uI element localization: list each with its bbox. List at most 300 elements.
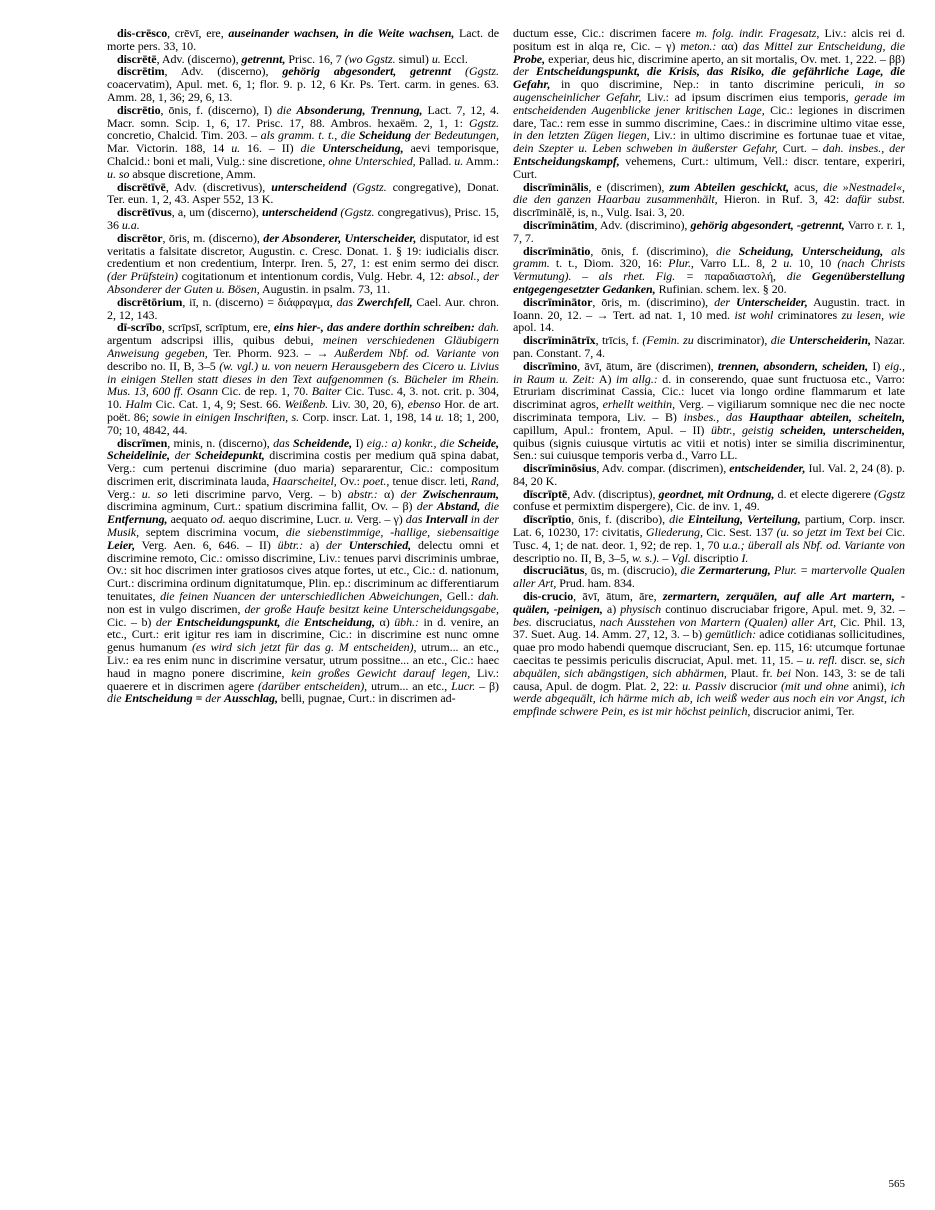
annotation-text: (Ggstz.	[465, 64, 499, 79]
annotation-text: I.	[741, 550, 749, 565]
dictionary-entry	[513, 360, 905, 462]
citation-text: a)	[303, 537, 326, 552]
annotation-text: die	[716, 243, 739, 258]
annotation-text: (darüber entscheiden),	[257, 678, 368, 693]
headword: discrētē	[117, 51, 157, 66]
gloss-text: Scheidung, Unterscheidung,	[738, 243, 884, 258]
gloss-text: Scheidepunkt,	[195, 448, 265, 463]
citation-text: discr. se,	[837, 653, 886, 668]
dictionary-entry	[107, 104, 499, 181]
citation-text: criminatores	[773, 307, 842, 322]
citation-text: adice cotidianas sollicitudines, quae pro modo habendi quemque discruciant, Sen. ep. 115, 16: utcumque fortunae caecitas te pessimis periculis discruciat, Apul. met. 11, 15. –	[513, 627, 905, 668]
headword: discrīminātim	[523, 217, 595, 232]
gloss-text: unterscheidend	[261, 205, 338, 220]
annotation-text: in so augenscheinlicher Gefahr,	[513, 77, 905, 104]
citation-text: aequato	[167, 512, 211, 527]
annotation-text: die	[107, 691, 125, 706]
citation-text: Verg.:	[107, 486, 142, 501]
citation-text: Lact. 7, 12, 4. Macr. somn. Scip. 1, 6, 17. Prisc. 17, 88. Ambros. hexaëm. 2, 1, 1:	[107, 102, 499, 130]
annotation-text: meinen verschiedenen Gläubigern Anweisung gegeben,	[107, 333, 499, 360]
dictionary-entry	[107, 206, 499, 232]
citation-text: discrimina agminum, Curt.: spatium discrimina fallit, Ov. – β)	[107, 499, 417, 514]
annotation-text: als gramm. t. t., die	[260, 128, 359, 143]
citation-text: argentum adscripsi illis, quibus debui,	[107, 333, 323, 348]
annotation-text: übh.:	[394, 614, 419, 629]
annotation-text: bes.	[513, 614, 532, 629]
citation-text: Ov.:	[336, 473, 363, 488]
annotation-text: der	[416, 499, 437, 514]
dictionary-entry	[513, 488, 905, 514]
citation-text: ductum esse, Cic.: discrimen facere	[513, 27, 696, 40]
citation-text: , scrīpsī, scrīptum, ere,	[161, 320, 274, 335]
citation-text: Corp. inscr. Lat. 1, 198, 14	[299, 409, 436, 424]
gloss-text: Entfernung,	[107, 512, 168, 527]
headword: dis-crēsco	[117, 27, 168, 40]
citation-text: Cic. Cat. 1, 4, 9; Sest. 66.	[151, 397, 285, 412]
annotation-text: die	[680, 563, 699, 578]
annotation-text: dah.	[478, 320, 499, 335]
citation-text: α)	[374, 614, 395, 629]
citation-text: Varro LL. 8, 2	[693, 256, 784, 271]
headword: dīscrīptio	[523, 512, 572, 527]
annotation-text: die	[786, 269, 812, 284]
annotation-text: sowie in einigen Inschriften, s.	[152, 409, 300, 424]
annotation-text: Außerdem Nbf. od. Variante von	[334, 345, 499, 360]
citation-text: aequo discrimine, Lucr.	[225, 512, 345, 527]
gloss-text: zum Abteilen geschickt,	[669, 179, 789, 194]
citation-text: Eccl.	[440, 51, 468, 66]
annotation-text: u.a.; überall als Nbf. od. Variante von	[722, 537, 905, 552]
annotation-text: Weißenb.	[284, 397, 329, 412]
dictionary-entry	[513, 334, 905, 360]
annotation-text: (der Prüfstein)	[107, 269, 178, 284]
citation-text: Curt. –	[777, 141, 823, 156]
annotation-text: u. refl.	[806, 653, 838, 668]
annotation-text: u. so	[107, 166, 130, 181]
gloss-text: Absonderung, Trennung,	[296, 102, 423, 117]
citation-text: discrucior	[725, 678, 782, 693]
citation-text: , ōris, m. (discrimino),	[592, 294, 715, 309]
citation-text: , Adv. (discriptus),	[567, 486, 659, 501]
dictionary-entry	[513, 564, 905, 590]
annotation-text: (Ggstz	[873, 486, 905, 501]
citation-text: , ūs, m. (discrucio),	[584, 563, 681, 578]
gloss-text: Abstand,	[436, 499, 481, 514]
annotation-text: ebenso	[407, 397, 441, 412]
citation-text: , āvī, ātum, āre,	[573, 589, 663, 604]
citation-text: α)	[377, 486, 401, 501]
annotation-text: die	[300, 141, 322, 156]
citation-text: , iī, n. (discerno) = διάφραγμα,	[182, 294, 337, 309]
headword: discrīminātor	[523, 294, 593, 309]
citation-text: , ōnis, f. (discerno), I)	[160, 102, 277, 117]
citation-text: disputator, id est veritatis a falsitate discretor, Augustin. c. Cresc. Donat. 1. § 19: iudicialis discr. credentium et non credentium, Interpr. Iren. 5, 27, 1: est enim sermo dei discr.	[107, 230, 499, 271]
annotation-text: physisch	[620, 601, 662, 616]
annotation-text: dah. insbes., der	[822, 141, 905, 156]
citation-text: 10, 10	[792, 256, 838, 271]
annotation-text: Haarscheitel,	[272, 473, 337, 488]
annotation-text: (u. so jetzt im Text bei	[776, 525, 883, 540]
gloss-text: Scheide, Scheidelinie,	[107, 435, 499, 463]
citation-text: παραδιαστολή,	[693, 269, 787, 284]
annotation-text: Plur.,	[668, 256, 694, 271]
citation-text: discriminator),	[693, 333, 771, 348]
citation-text: Iul. Val. 2, 24 (8). p. 84, 20 K.	[513, 461, 905, 488]
dictionary-entry	[513, 296, 905, 334]
citation-text: d. et electe digerere	[774, 486, 874, 501]
gloss-text: scheiden, unterscheiden,	[780, 422, 905, 437]
annotation-text: insbes., das	[683, 409, 750, 424]
annotation-text: u.	[431, 51, 441, 66]
annotation-text: bei	[776, 665, 792, 680]
annotation-text: die	[480, 499, 499, 514]
gloss-text: Unterscheider,	[736, 294, 808, 309]
citation-text: utrum... an etc.,	[367, 678, 452, 693]
annotation-text: (w. vgl.) u. von neuern Herausgebern des Cicero u. Livius in einigen Stellen statt dieses in den Text aufgenommen (s. Bücheler im Rhein. Mus. 13, 600 ff. Osann	[107, 358, 499, 399]
citation-text: , a, um (discerno),	[171, 205, 262, 220]
annotation-text: übtr.:	[277, 537, 304, 552]
gloss-text: Entscheidungskampf,	[513, 153, 620, 168]
annotation-text: martervolle Qualen aller Art,	[513, 563, 905, 591]
gloss-text: Zwischenraum,	[422, 486, 499, 501]
citation-text: Hieron. in Ruf. 3, 42:	[717, 192, 846, 207]
citation-text: Ter. Phorm. 923. – →	[207, 345, 335, 360]
right-column	[513, 27, 905, 1169]
annotation-text: poet.,	[362, 473, 390, 488]
citation-text: Prisc. 16, 7	[285, 51, 345, 66]
annotation-text: Lucr.	[451, 678, 476, 693]
citation-text: Cic. Tusc. 4, 1; de nat. deor. 1, 92; de rep. 1, 70	[513, 525, 905, 552]
citation-text: congregative), Donat. Ter. eun. 1, 2, 43. Asper 552, 13 K.	[107, 179, 499, 207]
citation-text: d. in conserendo, quae sunt fructuosa etc., Varro: Etruriam discriminat Cassia, Cic.: lucet via longo ordine flammarum et late discriminat agros,	[513, 371, 905, 412]
citation-text: concretio, Chalcid. Tim. 203. –	[107, 128, 261, 143]
gloss-text: gehörig abgesondert, getrennt	[282, 64, 452, 79]
annotation-text: u.	[344, 512, 354, 527]
citation-text: I)	[868, 358, 885, 373]
headword: dī-scrībo	[117, 320, 162, 335]
citation-text: Verg. – vigiliarum somnique nec die nec nocte discriminata tempora, Liv. – B)	[513, 397, 905, 424]
citation-text: A)	[594, 371, 616, 386]
citation-text: Liv.: quaerere et in discrimen agere	[107, 665, 499, 693]
annotation-text: das	[273, 435, 293, 450]
annotation-text: ich werde abgequält, ich härme mich ab, ich weiß weder aus noch ein vor Angst, ich empfinde schwere Pein, es ist mir höchst peinlich,	[513, 678, 905, 719]
annotation-text: eig., in Raum u. Zeit:	[513, 358, 905, 386]
citation-text: Mar. Victorin. 188, 14	[107, 141, 232, 156]
headword: discrētim	[117, 64, 165, 79]
citation-text: belli, pugnae, Curt.: in discrimen ad-	[277, 691, 456, 706]
annotation-text: meton.:	[680, 38, 717, 53]
gloss-text: trennen, absondern, scheiden,	[717, 358, 869, 373]
dictionary-entry	[107, 321, 499, 436]
annotation-text: Gliederung,	[645, 525, 703, 540]
citation-text: Cic. Phil. 13, 37. Suet. Aug. 14. Amm. 27, 12, 3. – b)	[513, 614, 905, 642]
annotation-text: in den letzten Zügen liegen,	[513, 128, 650, 143]
annotation-text: eig.: a) konkr., die	[366, 435, 458, 450]
citation-text: experiar, deus hic, discrimine aperto, an sit mortalis, Ov. met. 1, 222. – ββ)	[545, 51, 905, 66]
annotation-text: Rand,	[470, 473, 499, 488]
citation-text: , Adv. (discerno),	[164, 64, 283, 79]
dictionary-entry	[107, 437, 499, 706]
citation-text: – β)	[475, 678, 499, 693]
citation-text: descriptio no. II, B, 3–5,	[513, 550, 632, 565]
annotation-text: dafür subst.	[845, 192, 905, 207]
citation-text: , Adv. (discrimino),	[594, 217, 691, 232]
citation-text: Nazar. pan. Constant. 7, 4.	[513, 333, 905, 360]
citation-text: in quo discrimine, Nep.: in tanto discrimine periculi,	[550, 77, 875, 92]
annotation-text: im allg.:	[615, 371, 658, 386]
annotation-text: absol., der Absonderer der Guten u. Bösen,	[107, 269, 499, 296]
annotation-text: Halm	[125, 397, 152, 412]
headword: dis-crucio	[523, 589, 574, 604]
annotation-text: die	[280, 614, 304, 629]
citation-text: αα)	[716, 38, 743, 53]
annotation-text: die siebenstimmige, -hallige, siebensaitige	[285, 525, 499, 540]
annotation-text: (Ggstz.	[352, 179, 387, 194]
headword: discrētor	[117, 230, 163, 245]
annotation-text: übtr.,	[710, 422, 736, 437]
text-block	[107, 27, 905, 1169]
annotation-text: nach Ausstehen von Martern (Qualen) aller Art,	[599, 614, 837, 629]
citation-text: discruciatus,	[531, 614, 600, 629]
citation-text: discrimina costis per medium quā spina dabat, Verg.: cum pertenui discrimine (duo maria) separarentur, Cic.: compositum discrimen erit, discriminata lauda,	[107, 448, 499, 488]
gloss-text: Entscheidungspunkt,	[176, 614, 281, 629]
annotation-text: u.	[454, 153, 464, 168]
annotation-text: der	[205, 691, 225, 706]
citation-text: partium, Corp. inscr. Lat. 6, 10230, 17: civitatis,	[513, 512, 905, 540]
citation-text: utrum... an etc., Liv.: ea res enim nunc in discrimine versatur, utrum possitne... an etc., Cic.: haec haud in magno ponere discrimine,	[107, 640, 499, 680]
annotation-text: sich abquälen, sich abängstigen, sich abhärmen,	[513, 653, 905, 680]
annotation-text: das Mittel zur Entscheidung, die	[742, 38, 905, 53]
gloss-text: Haupthaar abteilen, scheiteln,	[749, 409, 905, 424]
gloss-text: Einteilung, Verteilung,	[687, 512, 801, 527]
annotation-text: erhellt weithin,	[602, 397, 676, 412]
headword: dīscrīptē	[523, 486, 568, 501]
dictionary-entry	[107, 181, 499, 207]
citation-text: Varro r. r. 1, 7, 7.	[513, 217, 905, 245]
citation-text: Verg. Aen. 6, 646. – II)	[135, 537, 278, 552]
gloss-text: Entscheidung,	[303, 614, 375, 629]
annotation-text: u.	[231, 141, 241, 156]
citation-text: aevi temporisque, Chalcid.: boni et mali, Vulg.: sine discretione,	[107, 141, 499, 168]
citation-text: continuo discruciabar frigore, Apul. met. 9, 32. –	[661, 601, 905, 616]
citation-text: discrīminālĕ, is, n., Vulg. Isai. 3, 20.	[513, 205, 685, 220]
citation-text: discriptio	[690, 550, 742, 565]
gloss-text: Gegenüberstellung entgegengesetzter Gedanken,	[513, 269, 905, 296]
citation-text: Augustin. tract. in Ioann. 20, 12. – → Tert. ad nat. 1, 10 med.	[513, 294, 905, 322]
citation-text: Rufinian. schem. lex. § 20.	[655, 281, 787, 296]
annotation-text: geistig	[735, 422, 781, 437]
gloss-text: Scheidung	[358, 128, 412, 143]
annotation-text: der	[400, 486, 423, 501]
citation-text: tenue discr. leti,	[389, 473, 471, 488]
annotation-text: der	[155, 614, 177, 629]
citation-text: vehemens, Curt.: ultimum, Vell.: discr. tentare, experiri, Curt.	[513, 153, 905, 181]
annotation-text: als gramm.	[513, 243, 905, 271]
headword: discrīmen	[117, 435, 168, 450]
citation-text: Liv.: alcis rei d. positum est in alqa re, Cic. – γ)	[513, 27, 905, 53]
citation-text: 16. – II)	[240, 141, 301, 156]
headword: discrīmino	[523, 358, 578, 373]
citation-text: Liv.: ad ipsum discrimen eius temporis,	[641, 89, 855, 104]
annotation-text: die	[770, 333, 789, 348]
citation-text: Liv.: in ultimo discrimine es fortunae tuae et vitae,	[649, 128, 905, 143]
dictionary-entry	[513, 181, 905, 219]
annotation-text: (es wird sich jetzt für das g. M entscheiden),	[191, 640, 417, 655]
citation-text: confuse et permixtim dispergere), Cic. de inv. 1, 49.	[513, 499, 760, 514]
annotation-text: dein Szepter u. Leben schweben in äußerster Gefahr,	[513, 141, 778, 156]
dictionary-entry	[107, 65, 499, 103]
gloss-text: Zwerchfell,	[356, 294, 413, 309]
citation-text: Gell.:	[442, 589, 479, 604]
annotation-text: w. s.). – Vgl.	[631, 550, 691, 565]
annotation-text: od.	[210, 512, 226, 527]
citation-text: Pallad.	[415, 153, 455, 168]
annotation-text: die	[276, 102, 297, 117]
citation-text: Amm.:	[463, 153, 499, 168]
annotation-text: der	[325, 537, 349, 552]
annotation-text: u. so	[141, 486, 168, 501]
citation-text: describo no. II, B, 3–5	[107, 358, 220, 373]
headword: discrīminātrīx	[523, 333, 596, 348]
annotation-text: die feinen Nuancen der unterschiedlichen Abweichungen,	[160, 589, 443, 604]
citation-text: 18; 1, 200, 70; 10, 4842, 44.	[107, 409, 499, 437]
citation-text: quibus (signis cuiusque virtutis ac vitii et notis) inter se similia discriminentur, Sen.: sui cuiusque temporis verba d., Varro LL.	[513, 435, 905, 463]
citation-text: Plaut. fr.	[726, 665, 777, 680]
citation-text: Prud. ham. 834.	[556, 576, 635, 591]
citation-text: Cic. – b)	[107, 614, 156, 629]
gloss-text: Unterscheidung,	[321, 141, 404, 156]
citation-text: Cic. de rep. 1, 70.	[217, 384, 312, 399]
headword: discrīminōsius	[523, 461, 597, 476]
citation-text: Cic. Sest. 137	[702, 525, 777, 540]
gloss-text: Ausschlag,	[224, 691, 278, 706]
citation-text: coacervatim), Apul. met. 6, 1; flor. 9. p. 12, 6 Kr. Ps. Tert. carm. in genes. 63. Amm. 28, 1, 36; 29, 6, 13.	[107, 77, 499, 104]
annotation-text: die	[669, 512, 688, 527]
annotation-text: die »Nestnadel«, die den ganzen Haarbau zusammenhält,	[513, 179, 905, 207]
headword: discrētōrium	[117, 294, 183, 309]
annotation-text: das	[405, 512, 426, 527]
annotation-text: m. folg. indir. Fragesatz,	[695, 27, 820, 40]
dictionary-entry	[513, 462, 905, 488]
gloss-text: zermartern, zerquälen, auf alle Art martern, -quälen, -peinigen,	[513, 589, 905, 616]
dictionary-entry	[107, 27, 499, 53]
gloss-text: geordnet, mit Ordnung,	[658, 486, 775, 501]
gloss-text: der Absonderer, Unterscheider,	[263, 230, 417, 245]
left-column	[107, 27, 499, 1169]
gloss-text: Zermarterung,	[698, 563, 771, 578]
annotation-text: (nach Christs Vermutung). – als rhet. Fig. =	[513, 256, 905, 284]
citation-text: apol. 14.	[513, 320, 555, 335]
dictionary-entry	[107, 296, 499, 322]
citation-text: capillum, Apul.: frontem, Apul. – II)	[513, 422, 711, 437]
gloss-text: Entscheidungspunkt, die Krisis, das Risiko, die gefährliche Lage, die Gefahr,	[513, 64, 905, 92]
dictionary-entry	[513, 590, 905, 718]
annotation-text: der	[170, 448, 195, 463]
citation-text: septem discrimina vocum,	[139, 525, 286, 540]
citation-text: congregativus), Prisc. 15, 36	[107, 205, 499, 232]
headword: discrīminālis	[523, 179, 589, 194]
citation-text: , minis, n. (discerno),	[167, 435, 274, 450]
citation-text: Verg. – γ)	[353, 512, 406, 527]
gloss-text: Leier,	[107, 537, 136, 552]
annotation-text: Baiter	[311, 384, 342, 399]
annotation-text: (mit und ohne	[781, 678, 849, 693]
annotation-text: ist wohl	[734, 307, 774, 322]
dictionary-entry	[513, 219, 905, 245]
entry-continuation	[513, 27, 905, 181]
citation-text: , Adv. (discerno),	[156, 51, 242, 66]
annotation-text: in der Musik,	[107, 512, 499, 540]
citation-text: I)	[352, 435, 367, 450]
citation-text: , Adv. compar. (discrimen),	[596, 461, 730, 476]
citation-text: Non. 143, 3: se de tali causa, Apul. de dogm. Plat. 2, 22:	[513, 665, 905, 693]
citation-text: Hor. de art. poët. 86;	[107, 397, 499, 424]
annotation-text: ohne Unterschied,	[328, 153, 416, 168]
annotation-text: Ggstz.	[468, 115, 499, 130]
dictionary-entry	[513, 513, 905, 564]
gloss-text: Scheidende,	[292, 435, 353, 450]
gloss-text: Entscheidung =	[124, 691, 206, 706]
annotation-text: der Bedeutungen,	[411, 128, 499, 143]
annotation-text: (wo Ggstz.	[344, 51, 396, 66]
citation-text: Cic. Tusc. 4, 3. not. crit. p. 304, 10.	[107, 384, 499, 412]
citation-text: absque discretione, Amm.	[129, 166, 256, 181]
gloss-text: Unterscheiderin,	[788, 333, 871, 348]
gloss-text: getrennt,	[241, 51, 286, 66]
gloss-text: gehörig abgesondert, -getrennt,	[690, 217, 845, 232]
citation-text: , āvī, ātum, āre (discrimen),	[577, 358, 718, 373]
gloss-text: unterscheidend	[271, 179, 347, 194]
citation-text: acus,	[788, 179, 824, 194]
citation-text: t. t., Diom. 320, 16:	[549, 256, 669, 271]
gloss-text: auseinander wachsen, in die Weite wachsen,	[228, 27, 455, 40]
citation-text: discrucior animi, Ter.	[750, 704, 855, 719]
annotation-text: der	[513, 64, 536, 79]
annotation-text: u.	[435, 409, 445, 424]
citation-text: Cael. Aur. chron. 2, 12, 143.	[107, 294, 499, 322]
annotation-text: gemütlich:	[705, 627, 757, 642]
citation-text: simul)	[395, 51, 432, 66]
citation-text: non est in vulgo discrimen,	[107, 601, 245, 616]
gloss-text: Intervall	[425, 512, 468, 527]
annotation-text: u.a.	[121, 217, 140, 232]
dictionary-entry	[107, 232, 499, 296]
citation-text: , e (discrimen),	[588, 179, 670, 194]
gloss-text: Unterschied,	[348, 537, 412, 552]
citation-text: , Adv. (discretivus),	[165, 179, 272, 194]
annotation-text: u. Passiv	[682, 678, 726, 693]
annotation-text: das	[336, 294, 357, 309]
annotation-text: gerade im entscheidenden Augenblicke jener kritischen Lage,	[513, 89, 905, 117]
citation-text: , ōris, m. (discerno),	[162, 230, 264, 245]
dictionary-entry	[513, 245, 905, 296]
gloss-text: eins hier-, das andere dorthin schreiben:	[273, 320, 479, 335]
annotation-text: Plur. =	[770, 563, 809, 578]
citation-text: Lact. de morte pers. 33, 10.	[107, 27, 499, 53]
annotation-text: kein großes Gewicht darauf legen,	[291, 665, 471, 680]
citation-text: , crēvī, ere,	[167, 27, 229, 40]
headword: discrētīvus	[117, 205, 172, 220]
annotation-text: (Ggstz.	[340, 205, 375, 220]
citation-text: leti discrimine parvo, Verg. – b)	[167, 486, 348, 501]
citation-text: in d. venire, an etc., Curt.: erit igitur res iam in discrimine, Cic.: in discrimine est nunc omne genus humanum	[107, 614, 499, 655]
citation-text: , ōnis, f. (discrimino),	[590, 243, 717, 258]
citation-text: a)	[602, 601, 621, 616]
citation-text: Augustin. in psalm. 73, 11.	[259, 281, 391, 296]
page-number: 565	[888, 1178, 905, 1190]
gloss-text: entscheidender,	[729, 461, 806, 476]
citation-text: animi),	[848, 678, 891, 693]
